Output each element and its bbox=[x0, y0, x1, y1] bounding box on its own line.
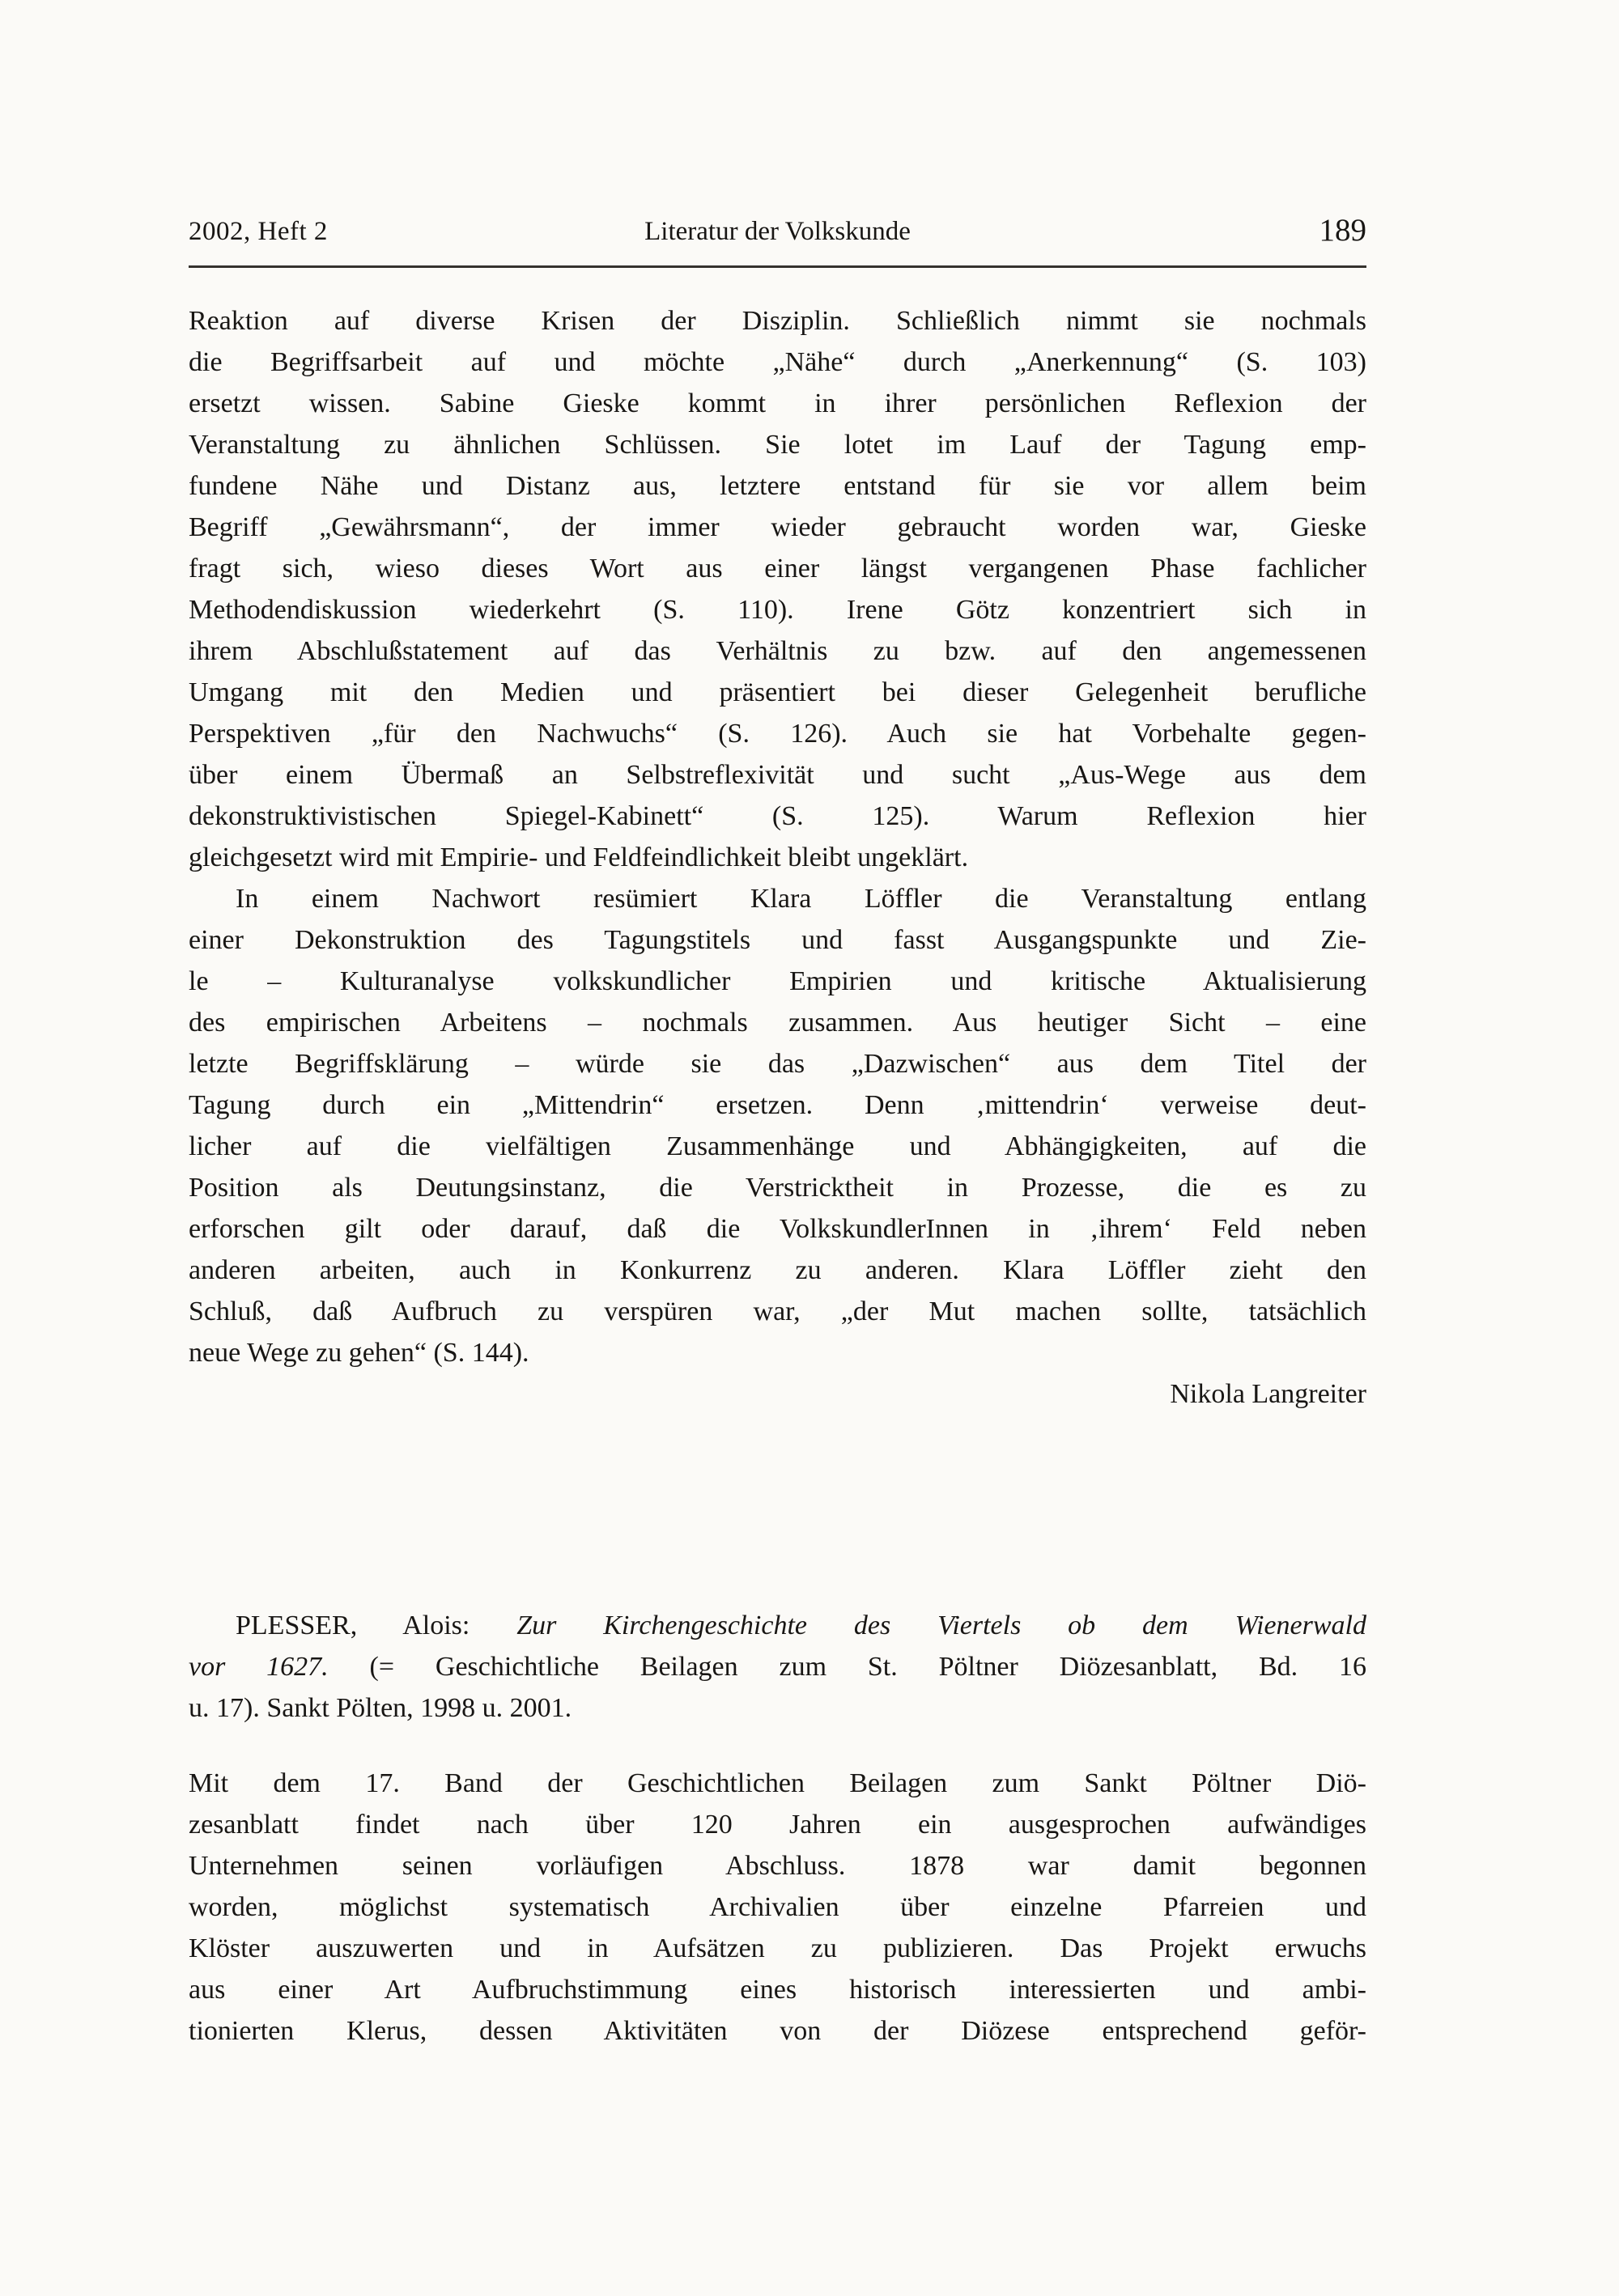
text-line: ersetzt wissen. Sabine Gieske kommt in ihrer persönlichen Reflexion der bbox=[189, 388, 1366, 418]
page-header bbox=[189, 212, 1366, 251]
issue-label: 2002, Heft 2 bbox=[189, 217, 328, 246]
text-line: Unternehmen seinen vorläufigen Abschluss. 1878 war damit begonnen bbox=[189, 1851, 1366, 1881]
running-title: Literatur der Volkskunde bbox=[644, 217, 911, 246]
text-line: einer Dekonstruktion des Tagungstitels und fasst Ausgangspunkte und Zie- bbox=[189, 925, 1366, 955]
text-line bbox=[189, 1687, 1366, 1729]
text-line: fragt sich, wieso dieses Wort aus einer längst vergangenen Phase fachlicher bbox=[189, 554, 1366, 584]
text-line: licher auf die vielfältigen Zusammenhänge und Abhängigkeiten, auf die bbox=[189, 1131, 1366, 1161]
text-line: des empirischen Arbeitens – nochmals zusammen. Aus heutiger Sicht – eine bbox=[189, 1008, 1366, 1038]
citation-title: Zur Kirchengeschichte des Viertels ob dem Wienerwald bbox=[516, 1611, 1366, 1640]
text-line bbox=[189, 1605, 1366, 1646]
text-line: Umgang mit den Medien und präsentiert bei dieser Gelegenheit berufliche bbox=[189, 677, 1366, 707]
text-line: Perspektiven „für den Nachwuchs“ (S. 126). Auch sie hat Vorbehalte gegen- bbox=[189, 719, 1366, 749]
text-line: Schluß, daß Aufbruch zu verspüren war, „der Mut machen sollte, tatsächlich bbox=[189, 1297, 1366, 1326]
review2-citation bbox=[189, 1605, 1366, 1729]
text-line: ihrem Abschlußstatement auf das Verhältnis zu bzw. auf den angemessenen bbox=[189, 636, 1366, 666]
text-line: über einem Übermaß an Selbstreflexivität und sucht „Aus-Wege aus dem bbox=[189, 760, 1366, 790]
review2-paragraph-1 bbox=[189, 1763, 1366, 2052]
text-segment: (= Geschichtliche Beilagen zum St. Pöltner Diözesanblatt, Bd. 16 bbox=[328, 1652, 1366, 1682]
text-line: erforschen gilt oder darauf, daß die VolkskundlerInnen in ‚ihrem‘ Feld neben bbox=[189, 1214, 1366, 1244]
text-line: le – Kulturanalyse volkskundlicher Empirien und kritische Aktualisierung bbox=[189, 966, 1366, 996]
text-line: Position als Deutungsinstanz, die Verstricktheit in Prozesse, die es zu bbox=[189, 1173, 1366, 1203]
text-segment: PLESSER, Alois: bbox=[236, 1611, 517, 1640]
text-line: Reaktion auf diverse Krisen der Disziplin. Schließlich nimmt sie nochmals bbox=[189, 306, 1366, 336]
text-line: dekonstruktivistischen Spiegel-Kabinett“ (S. 125). Warum Reflexion hier bbox=[189, 801, 1366, 831]
text-line: Begriff „Gewährsmann“, der immer wieder gebraucht worden war, Gieske bbox=[189, 512, 1366, 542]
text-line: anderen arbeiten, auch in Konkurrenz zu anderen. Klara Löffler zieht den bbox=[189, 1255, 1366, 1285]
text-line: In einem Nachwort resümiert Klara Löffler die Veranstaltung entlang bbox=[236, 884, 1366, 914]
page-number: 189 bbox=[1319, 213, 1366, 248]
text-line: letzte Begriffsklärung – würde sie das „Dazwischen“ aus dem Titel der bbox=[189, 1049, 1366, 1079]
text-line: Veranstaltung zu ähnlichen Schlüssen. Sie lotet im Lauf der Tagung emp- bbox=[189, 430, 1366, 460]
text-line: fundene Nähe und Distanz aus, letztere entstand für sie vor allem beim bbox=[189, 471, 1366, 501]
text-line bbox=[189, 1646, 1366, 1687]
text-line: Mit dem 17. Band der Geschichtlichen Beilagen zum Sankt Pöltner Diö- bbox=[189, 1768, 1366, 1798]
page-content bbox=[189, 212, 1366, 2052]
reviewer-signature: Nikola Langreiter bbox=[1170, 1379, 1366, 1409]
text-line: Tagung durch ein „Mittendrin“ ersetzen. Denn ‚mittendrin‘ verweise deut- bbox=[189, 1090, 1366, 1120]
citation-title: vor 1627. bbox=[189, 1652, 329, 1682]
review1-paragraph-2 bbox=[189, 878, 1366, 1373]
text-line: gleichgesetzt wird mit Empirie- und Feldfeindlichkeit bleibt ungeklärt. bbox=[189, 842, 969, 872]
review1-paragraph-1 bbox=[189, 300, 1366, 878]
text-line: Methodendiskussion wiederkehrt (S. 110). Irene Götz konzentriert sich in bbox=[189, 595, 1366, 625]
text-line: neue Wege zu gehen“ (S. 144). bbox=[189, 1338, 529, 1368]
body-text bbox=[189, 300, 1366, 2052]
text-segment: u. 17). Sankt Pölten, 1998 u. 2001. bbox=[189, 1693, 572, 1723]
text-line: Klöster auszuwerten und in Aufsätzen zu publizieren. Das Projekt erwuchs bbox=[189, 1933, 1366, 1963]
text-line: worden, möglichst systematisch Archivalien über einzelne Pfarreien und bbox=[189, 1892, 1366, 1922]
header-divider bbox=[189, 265, 1366, 268]
text-line: die Begriffsarbeit auf und möchte „Nähe“ durch „Anerkennung“ (S. 103) bbox=[189, 347, 1366, 377]
text-line: aus einer Art Aufbruchstimmung eines historisch interessierten und ambi- bbox=[189, 1975, 1366, 2005]
text-line: tionierten Klerus, dessen Aktivitäten von der Diözese entsprechend geför- bbox=[189, 2016, 1366, 2046]
text-line: zesanblatt findet nach über 120 Jahren ein ausgesprochen aufwändiges bbox=[189, 1810, 1366, 1840]
